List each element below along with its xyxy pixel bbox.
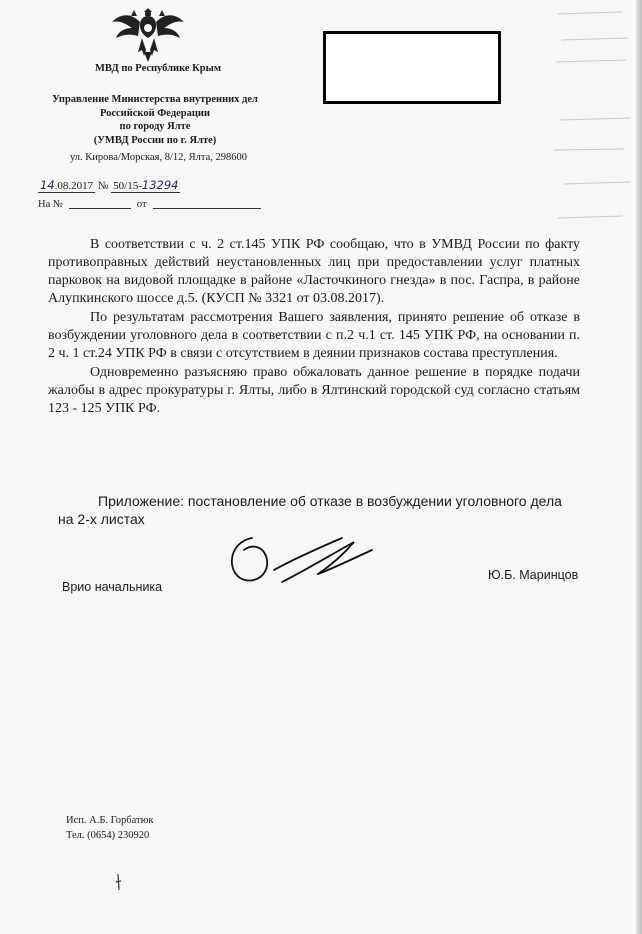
date-field: [38, 178, 95, 193]
number-printed: 50/15-: [113, 180, 142, 192]
ref-from-label: от: [136, 199, 147, 210]
stray-pen-mark: [112, 872, 126, 894]
date-printed: .08.2017: [54, 180, 94, 192]
ref-date-blank: [153, 208, 261, 209]
executor-block: [66, 813, 154, 843]
redaction-box: [323, 31, 501, 104]
ministry-title: МВД по Республике Крым: [95, 63, 221, 74]
reference-line: [38, 199, 261, 210]
letter-body: [48, 236, 580, 418]
department-block: [50, 93, 260, 147]
ref-label: На №: [38, 199, 63, 210]
department-line: Управление Министерства внутренних дел: [52, 94, 258, 105]
eagle-emblem-icon: [108, 2, 188, 66]
number-label: №: [97, 180, 109, 192]
number-handwritten: 13294: [141, 178, 179, 192]
date-handwritten-day: 14: [40, 178, 55, 192]
signer-name: Ю.Б. Маринцов: [488, 568, 579, 582]
executor-phone: Тел. (0654) 230920: [66, 830, 150, 841]
scan-edge: [636, 0, 642, 934]
department-line: по городу Ялте: [119, 121, 191, 132]
department-address: ул. Кирова/Морская, 8/12, Ялта, 298600: [70, 152, 248, 163]
department-line: Российской Федерации: [99, 107, 211, 119]
executor-name: Исп. А.Б. Горбатюк: [66, 815, 154, 826]
body-paragraph: В соответствии с ч. 2 ст.145 УПК РФ сообщаю, что в УМВД России по факту противоправных действий неустановленных лиц при предоставлении услуг платных парковок на видовой площадке в районе «Ласточкиного гнезда» в пос. Гаспра, в районе Алупкинского шоссе д.5. (КУСП № 3321 от 03.08.2017).: [48, 237, 580, 306]
department-line: (УМВД России по г. Ялте): [93, 134, 217, 146]
number-field: [111, 178, 180, 193]
body-paragraph: По результатам рассмотрения Вашего заявления, принято решение об отказе в возбуждении уголовного дела в соответствии с п.2 ч.1 ст. 145 УПК РФ, на основании п. 2 ч. 1 ст.24 УПК РФ в связи с отсутствием в деянии признаков состава преступления.: [48, 310, 580, 361]
ref-number-blank: [69, 208, 131, 209]
outgoing-date-number: [38, 178, 180, 193]
bleed-through-lines: [552, 0, 632, 260]
handwritten-signature: [222, 520, 382, 600]
body-paragraph: Одновременно разъясняю право обжаловать данное решение в порядке подачи жалобы в адрес прокуратуры г. Ялты, либо в Ялтинский городской суд согласно статьям 123 - 125 УПК РФ.: [48, 365, 580, 416]
attachment-line: на 2-х листах: [58, 511, 145, 527]
attachment-line: Приложение: постановление об отказе в возбуждении уголовного дела: [98, 493, 562, 509]
signer-role: Врио начальника: [62, 580, 163, 594]
